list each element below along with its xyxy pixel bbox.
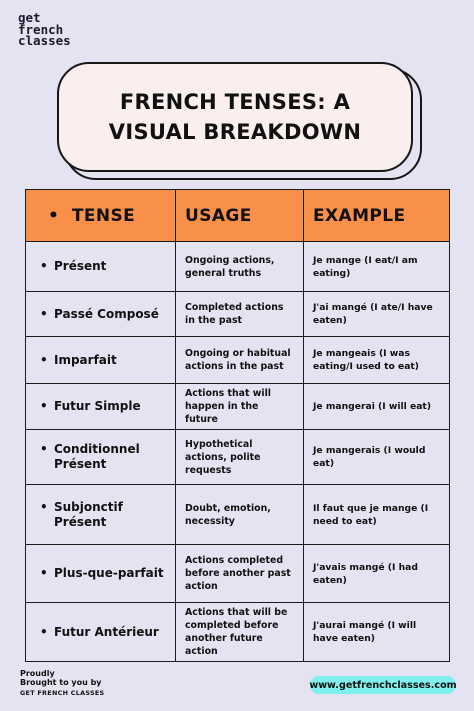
- table-row: [26, 337, 450, 384]
- cell-usage: Actions completed before another past action: [176, 545, 304, 603]
- bullet-icon: •: [40, 442, 48, 456]
- cell-tense: [26, 545, 176, 603]
- bullet-icon: •: [40, 259, 48, 273]
- table-row: [26, 292, 450, 337]
- tense-label: Passé Composé: [54, 306, 159, 321]
- footer-proudly: Proudly: [20, 669, 55, 678]
- cell-example: Je mangerai (I will eat): [304, 384, 450, 430]
- bullet-icon: •: [40, 566, 48, 580]
- cell-tense: [26, 384, 176, 430]
- cell-example: Je mange (I eat/I am eating): [304, 242, 450, 292]
- tense-label: Futur Simple: [54, 399, 141, 413]
- title-card: [57, 62, 413, 172]
- footer-credit: [20, 669, 104, 698]
- website-link[interactable]: www.getfrenchclasses.com: [310, 676, 456, 694]
- cell-tense: [26, 292, 176, 337]
- cell-tense: [26, 242, 176, 292]
- table-row: [26, 545, 450, 603]
- logo-line-1: get: [18, 10, 41, 25]
- cell-example: J'ai mangé (I ate/I have eaten): [304, 292, 450, 337]
- cell-example: Je mangeais (I was eating/I used to eat): [304, 337, 450, 384]
- header-tense: • TENSE: [26, 190, 176, 242]
- cell-usage: Ongoing actions, general truths: [176, 242, 304, 292]
- page-title: FRENCH TENSES: A VISUAL BREAKDOWN: [108, 90, 362, 144]
- cell-tense: [26, 485, 176, 545]
- cell-usage: Actions that will happen in the future: [176, 384, 304, 430]
- header-example: EXAMPLE: [304, 190, 450, 242]
- cell-example: Il faut que je mange (I need to eat): [304, 485, 450, 545]
- cell-usage: Doubt, emotion, necessity: [176, 485, 304, 545]
- cell-tense: [26, 603, 176, 662]
- table-row: [26, 603, 450, 662]
- bullet-icon: •: [40, 499, 48, 514]
- cell-usage: Completed actions in the past: [176, 292, 304, 337]
- cell-example: J'aurai mangé (I will have eaten): [304, 603, 450, 662]
- bullet-icon: •: [40, 624, 48, 639]
- cell-example: Je mangerais (I would eat): [304, 430, 450, 485]
- tense-label: Imparfait: [54, 352, 117, 367]
- bullet-icon: •: [40, 352, 48, 367]
- footer-company: GET FRENCH CLASSES: [20, 689, 105, 697]
- cell-tense: [26, 337, 176, 384]
- table-header-row: [26, 190, 450, 242]
- footer-brought: Brought to you by: [20, 678, 102, 687]
- cell-usage: Ongoing or habitual actions in the past: [176, 337, 304, 384]
- logo-line-3: classes: [18, 33, 71, 48]
- cell-usage: Hypothetical actions, polite requests: [176, 430, 304, 485]
- table-row: [26, 430, 450, 485]
- header-usage: USAGE: [176, 190, 304, 242]
- tense-label: Futur Antérieur: [54, 624, 159, 639]
- tense-label: Conditionnel Présent: [54, 442, 140, 471]
- tenses-table: [25, 189, 450, 662]
- cell-usage: Actions that will be completed before another future action: [176, 603, 304, 662]
- bullet-icon: •: [40, 306, 48, 321]
- tense-label: Plus-que-parfait: [54, 566, 164, 580]
- table-row: [26, 242, 450, 292]
- cell-example: J'avais mangé (I had eaten): [304, 545, 450, 603]
- table-row: [26, 485, 450, 545]
- cell-tense: [26, 430, 176, 485]
- logo-line-2: french: [18, 21, 64, 37]
- brand-logo: [18, 12, 71, 47]
- bullet-icon: •: [40, 399, 48, 413]
- tense-label: Présent: [54, 259, 107, 273]
- table-row: [26, 384, 450, 430]
- bullet-icon: •: [48, 205, 72, 226]
- tense-label: Subjonctif Présent: [54, 499, 123, 529]
